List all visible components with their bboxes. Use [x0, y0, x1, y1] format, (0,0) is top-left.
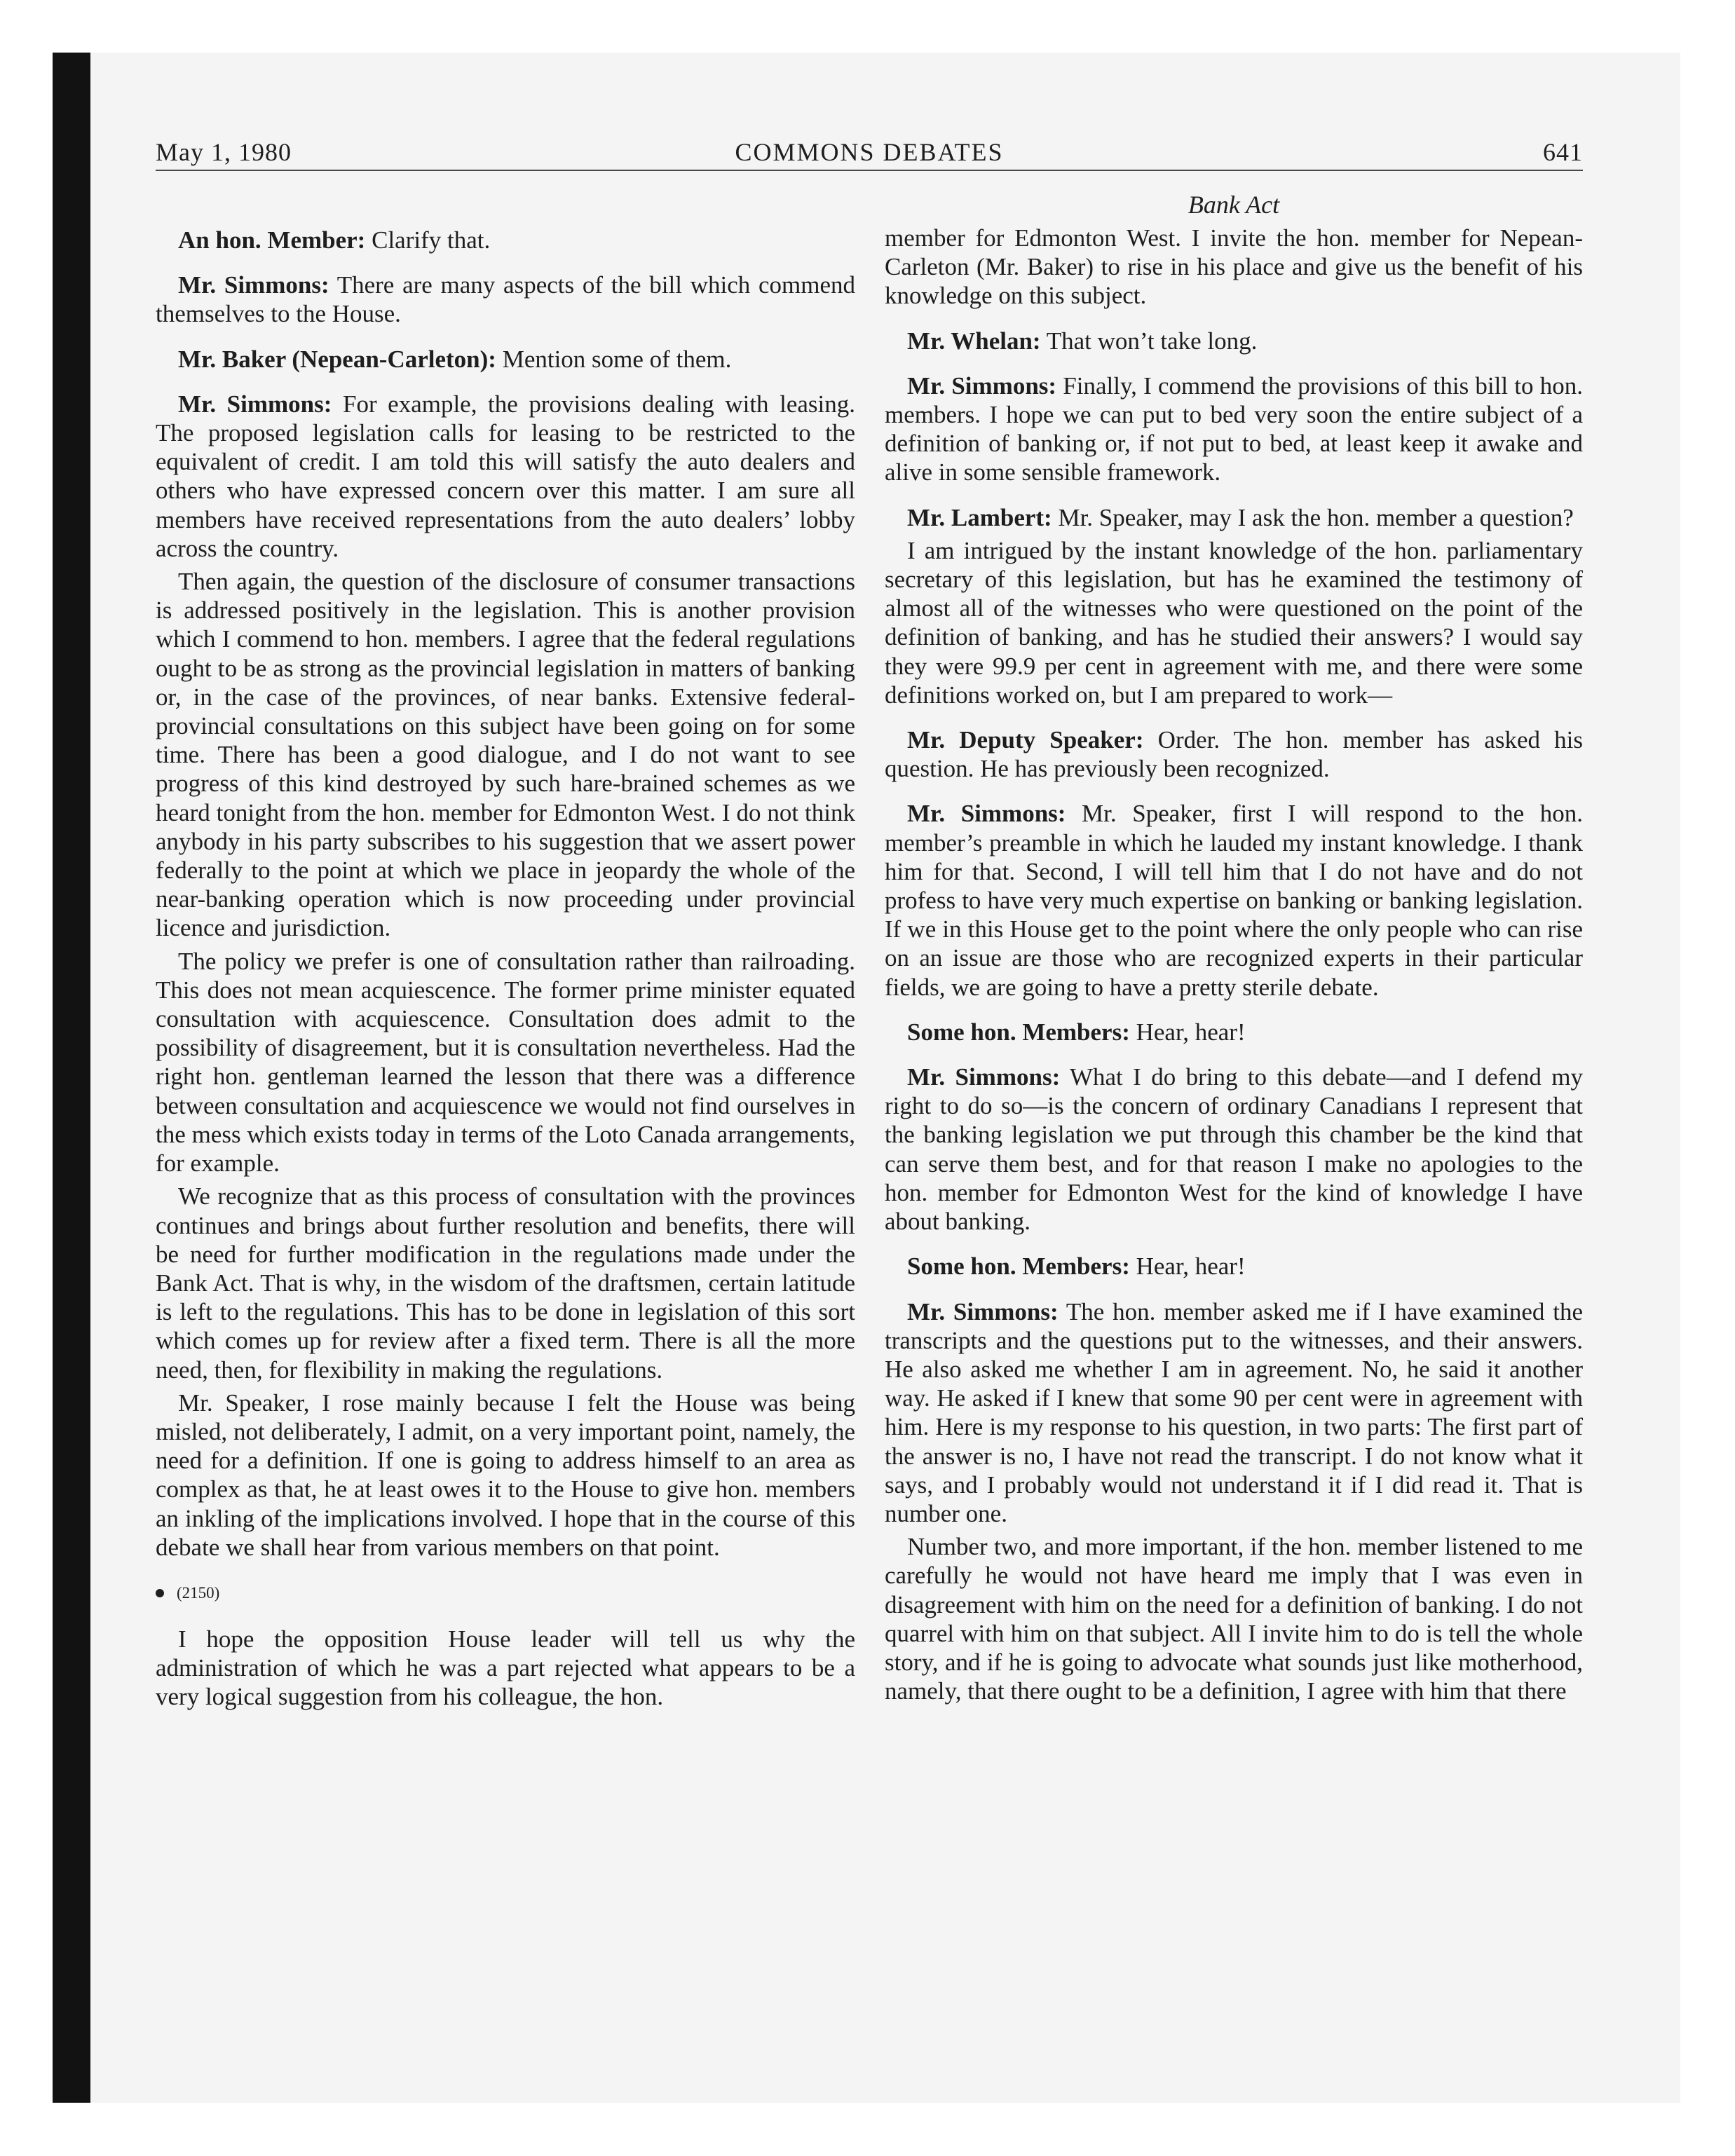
- running-header: [156, 137, 1583, 171]
- left-paragraph: I hope the opposition House leader will tell us why the administration of which he was a part rejected what appears to be a very logical suggestion from his colleague, the hon.: [156, 1625, 855, 1711]
- left-column: [156, 226, 855, 1712]
- right-paragraph: [885, 327, 1583, 355]
- left-paragraph: We recognize that as this process of consultation with the provinces continues and brings about further resolution and benefits, there will be need for further modification in the regulations made under the Bank Act. That is why, in the wisdom of the draftsmen, certain latitude is left to the regulations. This has to be done in legislation of this sort which comes up for review after a fixed term. There is all the more need, then, for flexibility in making the regulations.: [156, 1182, 855, 1384]
- right-paragraph: [885, 799, 1583, 1001]
- speech-text: What I do bring to this debate—and I defend my right to do so—is the concern of ordinary Canadians I represent that the banking legislation we put through this chamber be the kind that can serve them best, and for that reason I make no apologies to the hon. member for Edmonton West for the kind of knowledge I have about banking.: [885, 1063, 1583, 1236]
- speaker-name: Some hon. Members:: [907, 1018, 1130, 1046]
- speaker-name: Mr. Simmons:: [907, 371, 1057, 400]
- speech-text: Finally, I commend the provisions of this bill to hon. members. I hope we can put to bed very soon the entire subject of a definition of banking or, if not put to bed, at least keep it awake and alive in some sensible framework.: [885, 371, 1583, 486]
- time-marker-text: (2150): [177, 1583, 220, 1602]
- speech-text: Order. The hon. member has asked his question. He has previously been recognized.: [885, 726, 1583, 783]
- speaker-name: Mr. Deputy Speaker:: [907, 726, 1144, 754]
- speech-text: Hear, hear!: [1129, 1253, 1246, 1281]
- right-paragraph: [885, 1297, 1583, 1529]
- left-paragraph: [156, 390, 855, 563]
- speaker-name: An hon. Member:: [178, 226, 366, 254]
- bullet-icon: [156, 1589, 164, 1597]
- speech-text: Mr. Speaker, may I ask the hon. member a question?: [1052, 503, 1574, 531]
- topic-heading: Bank Act: [1188, 191, 1280, 219]
- right-paragraph: I am intrigued by the instant knowledge of the hon. parliamentary secretary of this legislation, but has he examined the testimony of almost all of the witnesses who were questioned on the point of the definition of banking, and has he studied their answers? I would say they were 99.9 per cent in agreement with me, and there were some definitions worked on, but I am prepared to work—: [885, 536, 1583, 709]
- speech-text: The hon. member asked me if I have examined the transcripts and the questions put to the witnesses, and their answers. He also asked me whether I am in agreement. No, he said it another way. He asked if I knew that some 90 per cent were in agreement with him. Here is my response to his question, in two parts: The first part of the answer is no, I have not read the transcript. I do not know what it says, and I probably would not understand it if I did read it. That is number one.: [885, 1297, 1583, 1527]
- scan-border: [53, 53, 90, 2103]
- left-paragraph: Then again, the question of the disclosure of consumer transactions is addressed positively in the legislation. This is another provision which I commend to hon. members. I agree that the federal regulations ought to be as strong as the provincial legislation in matters of banking or, in the case of the provinces, of near banks. Extensive federal-provincial consultations on this subject have been going on for some time. There has been a good dialogue, and I do not want to see progress of this kind destroyed by such hare-brained schemes as we heard tonight from the hon. member for Edmonton West. I do not think anybody in his party subscribes to his suggestion that we assert power federally to the point at which we place in jeopardy the whole of the near-banking operation which is now proceeding under provincial licence and jurisdiction.: [156, 568, 855, 942]
- speech-text: There are many aspects of the bill which commend themselves to the House.: [156, 271, 855, 328]
- speaker-name: Some hon. Members:: [907, 1253, 1130, 1281]
- speech-text: Clarify that.: [365, 226, 491, 254]
- speaker-name: Mr. Whelan:: [907, 327, 1041, 355]
- left-paragraph: Mr. Speaker, I rose mainly because I felt the House was being misled, not deliberately, I admit, on a very important point, namely, the need for a definition. If one is going to address himself to an area as complex as that, he at least owes it to the House to give hon. members an inkling of the implications involved. I hope that in the course of this debate we shall hear from various members on that point.: [156, 1389, 855, 1561]
- right-paragraph: [885, 1018, 1583, 1046]
- left-paragraph: [156, 345, 855, 374]
- left-paragraph: [156, 226, 855, 254]
- right-paragraph: [885, 725, 1583, 783]
- right-paragraph: Number two, and more important, if the hon. member listened to me carefully he would not have heard me imply that I was even in disagreement with him on the need for a definition of banking. I do not quarrel with him on that subject. All I invite him to do is tell the whole story, and if he is going to advocate what sounds just like motherhood, namely, that there ought to be a definition, I agree with him that there: [885, 1533, 1583, 1705]
- time-marker: [156, 1583, 855, 1604]
- left-paragraph: The policy we prefer is one of consultation rather than railroading. This does not mean acquiescence. The former prime minister equated consultation with acquiescence. Consultation does admit to the possibility of disagreement, but it is consultation nevertheless. Had the right hon. gentleman learned the lesson that there was a difference between consultation and acquiescence we would not find ourselves in the mess which exists today in terms of the Loto Canada arrangements, for example.: [156, 947, 855, 1178]
- speech-text: That won’t take long.: [1040, 327, 1258, 355]
- speaker-name: Mr. Simmons:: [178, 390, 332, 418]
- speaker-name: Mr. Simmons:: [907, 800, 1066, 828]
- speaker-name: Mr. Simmons:: [907, 1063, 1061, 1091]
- speech-text: Mr. Speaker, first I will respond to the hon. member’s preamble in which he lauded my instant knowledge. I thank him for that. Second, I will tell him that I do not have and do not profess to have very much expertise on banking or banking legislation. If we in this House get to the point where the only people who can rise on an issue are those who are recognized experts in their particular fields, we are going to have a pretty sterile debate.: [885, 800, 1583, 1001]
- speaker-name: Mr. Simmons:: [907, 1297, 1059, 1325]
- header-page-number: 641: [1543, 138, 1583, 166]
- right-paragraph: [885, 371, 1583, 487]
- right-paragraph: [885, 1252, 1583, 1281]
- right-paragraph: [885, 1063, 1583, 1236]
- speaker-name: Mr. Lambert:: [907, 503, 1052, 531]
- left-paragraph: [156, 271, 855, 328]
- speech-text: Mention some of them.: [496, 345, 732, 373]
- header-publication: COMMONS DEBATES: [735, 138, 1004, 166]
- speaker-name: Mr. Baker (Nepean-Carleton):: [178, 345, 496, 373]
- header-date: May 1, 1980: [156, 138, 292, 166]
- speaker-name: Mr. Simmons:: [178, 271, 329, 299]
- speech-text: Hear, hear!: [1129, 1018, 1246, 1046]
- right-column: [885, 191, 1583, 1705]
- right-paragraph: [885, 503, 1583, 532]
- right-paragraph: member for Edmonton West. I invite the hon. member for Nepean-Carleton (Mr. Baker) to rise in his place and give us the benefit of his knowledge on this subject.: [885, 224, 1583, 310]
- speech-text: For example, the provisions dealing with leasing. The proposed legislation calls for leasing to be restricted to the equivalent of credit. I am told this will satisfy the auto dealers and others who have expressed concern over this matter. I am sure all members have received representations from the auto dealers’ lobby across the country.: [156, 390, 856, 562]
